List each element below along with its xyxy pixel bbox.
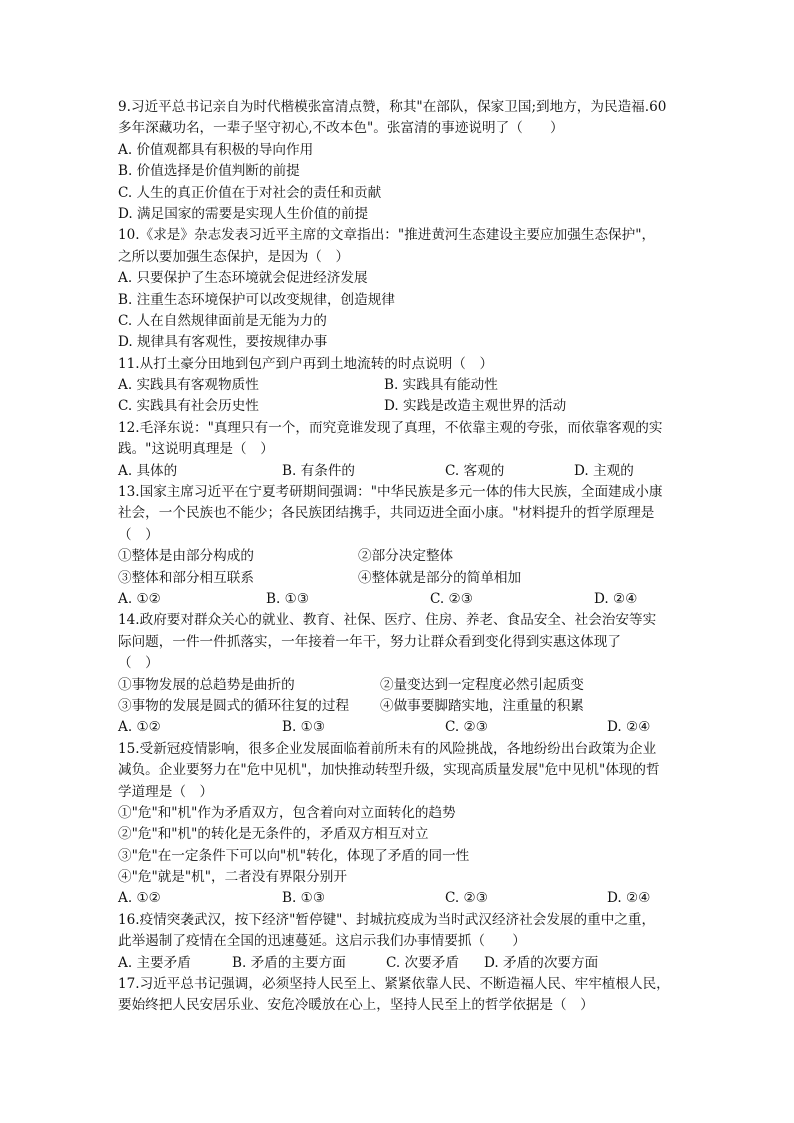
- question-11: [118, 354, 678, 418]
- question-9: [118, 97, 678, 225]
- question-13-item-1: ①整体是由部分构成的: [118, 548, 254, 565]
- question-14-stem-line-3: （ ）: [118, 655, 159, 672]
- question-11-option-d: D. 实践是改造主观世界的活动: [384, 398, 567, 415]
- question-12-option-c: C. 客观的: [445, 462, 505, 479]
- question-16-option-a: A. 主要矛盾: [118, 954, 191, 971]
- question-9-option-d: D. 满足国家的需要是实现人生价值的前提: [118, 205, 369, 222]
- question-12-stem-line-2: 践。"这说明真理是（ ）: [118, 441, 274, 458]
- question-13-stem-line-3: （ ）: [118, 526, 159, 543]
- question-15-stem-line-1: 15.受新冠疫情影响，很多企业发展面临着前所未有的风险挑战，各地纷纷出台政策为企业: [118, 740, 657, 757]
- question-13-stem-line-2: 社会，一个民族也不能少；各民族团结携手，共同迈进全面小康。"材料提升的哲学原理是: [118, 505, 655, 522]
- question-13-item-3: ③整体和部分相互联系: [118, 569, 254, 586]
- question-10-option-b: B. 注重生态环境保护可以改变规律，创造规律: [118, 291, 395, 308]
- question-13-options-row: [118, 589, 678, 610]
- question-12-option-a: A. 具体的: [118, 462, 178, 479]
- question-10-option-d: D. 规律具有客观性，要按规律办事: [118, 334, 328, 351]
- question-12-stem-line-1: 12.毛泽东说："真理只有一个，而究竟谁发现了真理，不依靠主观的夸张，而依靠客观的实: [118, 419, 663, 436]
- question-11-options-row-1: [118, 375, 678, 396]
- question-13-items-row-2: [118, 568, 678, 589]
- question-16: [118, 910, 678, 974]
- question-16-option-b: B. 矛盾的主要方面: [232, 954, 346, 971]
- question-14-items-row-2: [118, 696, 678, 717]
- question-17: [118, 974, 678, 1017]
- question-10: [118, 225, 678, 353]
- question-9-stem-line-1: 9.习近平总书记亲自为时代楷模张富清点赞，称其"在部队，保家卫国;到地方，为民造福.60: [118, 99, 667, 115]
- question-15-option-c: C. ②③: [445, 890, 488, 907]
- question-13-stem-line-1: 13.国家主席习近平在宁夏考研期间强调："中华民族是多元一体的伟大民族，全面建成小康: [118, 484, 663, 501]
- question-16-stem-line-2: 此举遏制了疫情在全国的迅速蔓延。这启示我们办事情要抓（ ）: [118, 933, 526, 950]
- question-14-option-c: C. ②③: [445, 719, 488, 736]
- question-10-option-c: C. 人在自然规律面前是无能为力的: [118, 312, 327, 329]
- question-10-option-a: A. 只要保护了生态环境就会促进经济发展: [118, 270, 368, 287]
- question-15-option-a: A. ①②: [118, 890, 161, 907]
- question-15-stem-line-2: 减负。企业要努力在"危中见机"，加快推动转型升级，实现高质量发展"危中见机"体现的哲: [118, 762, 660, 779]
- question-15-item-4: ④"危"就是"机"，二者没有界限分别开: [118, 869, 347, 886]
- question-11-option-b: B. 实践具有能动性: [384, 377, 498, 394]
- question-13-option-d: D. ②④: [594, 590, 638, 607]
- question-13: [118, 482, 678, 610]
- question-13-item-4: ④整体就是部分的简单相加: [358, 569, 522, 586]
- question-12: [118, 418, 678, 482]
- question-14-stem-line-1: 14.政府要对群众关心的就业、教育、社保、医疗、住房、养老、食品安全、社会治安等实: [118, 612, 657, 629]
- question-10-stem-line-2: 之所以要加强生态保护，是因为（ ）: [118, 248, 350, 265]
- question-11-option-a: A. 实践具有客观物质性: [118, 377, 259, 394]
- question-14-item-3: ③事物的发展是圆式的循环往复的过程: [118, 697, 350, 714]
- question-12-options-row: [118, 461, 678, 482]
- question-9-option-c: C. 人生的真正价值在于对社会的责任和贡献: [118, 184, 382, 201]
- question-16-option-c: C. 次要矛盾: [386, 954, 459, 971]
- question-9-option-a: A. 价值观都具有积极的导向作用: [118, 141, 314, 158]
- question-15-options-row: [118, 888, 678, 909]
- question-16-options-row: [118, 953, 678, 974]
- question-11-stem-line-1: 11.从打土豪分田地到包产到户再到土地流转的时点说明（ ）: [118, 355, 494, 372]
- question-12-option-b: B. 有条件的: [282, 462, 356, 479]
- question-14-items-row-1: [118, 675, 678, 696]
- question-14-item-2: ②量变达到一定程度必然引起质变: [380, 676, 584, 693]
- question-15-item-3: ③"危"在一定条件下可以向"机"转化，体现了矛盾的同一性: [118, 847, 470, 864]
- question-13-option-b: B. ①③: [266, 590, 310, 607]
- question-9-stem-line-2: 多年深藏功名，一辈子坚守初心,不改本色"。张富清的事迹说明了（ ）: [118, 120, 564, 137]
- question-14-item-1: ①事物发展的总趋势是曲折的: [118, 676, 295, 693]
- question-list: [118, 97, 678, 1017]
- question-11-option-c: C. 实践具有社会历史性: [118, 398, 259, 415]
- question-16-stem-line-1: 16.疫情突袭武汉，按下经济"暂停键"、封城抗疫成为当时武汉经济社会发展的重中之重，: [118, 911, 656, 928]
- question-14: [118, 610, 678, 738]
- question-15-option-d: D. ②④: [607, 890, 651, 907]
- question-10-stem-line-1: 10.《求是》杂志发表习近平主席的文章指出："推进黄河生态建设主要应加强生态保护"，: [118, 227, 656, 244]
- question-11-options-row-2: [118, 396, 678, 417]
- question-15-option-b: B. ①③: [282, 890, 326, 907]
- question-15-item-2: ②"危"和"机"的转化是无条件的，矛盾双方相互对立: [118, 826, 429, 843]
- question-17-stem-line-1: 17.习近平总书记强调，必须坚持人民至上、紧紧依靠人民、不断造福人民、牢牢植根人民，: [118, 976, 670, 993]
- question-13-option-c: C. ②③: [430, 590, 473, 607]
- question-14-options-row: [118, 717, 678, 738]
- question-14-option-d: D. ②④: [607, 719, 651, 736]
- question-16-option-d: D. 矛盾的次要方面: [484, 954, 599, 971]
- question-14-item-4: ④做事要脚踏实地，注重量的积累: [380, 697, 584, 714]
- question-14-stem-line-2: 际问题，一件一件抓落实，一年接着一年干，努力让群众看到变化得到实惠这体现了: [118, 633, 621, 650]
- question-15-stem-line-3: 学道理是（ ）: [118, 783, 214, 800]
- question-13-option-a: A. ①②: [118, 590, 161, 607]
- question-15-item-1: ①"危"和"机"作为矛盾双方，包含着向对立面转化的趋势: [118, 804, 456, 821]
- question-17-stem-line-2: 要始终把人民安居乐业、安危冷暖放在心上，坚持人民至上的哲学依据是（ ）: [118, 997, 594, 1014]
- question-14-option-b: B. ①③: [282, 719, 326, 736]
- question-14-option-a: A. ①②: [118, 719, 161, 736]
- question-15: [118, 739, 678, 910]
- question-13-items-row-1: [118, 546, 678, 567]
- question-9-option-b: B. 价值选择是价值判断的前提: [118, 163, 300, 180]
- question-12-option-d: D. 主观的: [574, 462, 634, 479]
- question-13-item-2: ②部分决定整体: [358, 548, 454, 565]
